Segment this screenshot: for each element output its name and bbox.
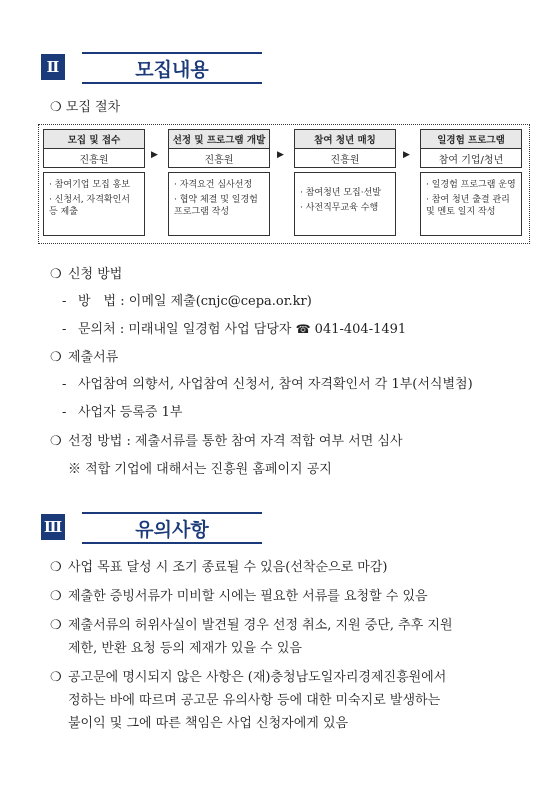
bullet-icon: ❍ [50,670,62,685]
dash-mark: - [62,322,67,337]
step-item: · 사전직무교육 수행 [300,203,379,213]
selection-note: ※ 적합 기업에 대해서는 진흥원 홈페이지 공지 [68,462,332,477]
contact-value: 미래내일 일경험 사업 담당자 [128,322,292,337]
bullet-icon: ❍ [50,434,62,449]
step-item: · 참여기업 모집 홍보 [49,180,130,190]
apply-method-heading [50,263,122,282]
dash-mark: - [62,405,67,420]
recruit-process-label: ❍ 모집 절차 [50,100,121,115]
section-title: 유의사항 [82,512,262,544]
step-item: · 일경험 프로그램 운영 [426,180,516,190]
section-number: Ⅲ [41,514,65,540]
contact-line: - 문의처 : 미래내일 일경험 사업 담당자 ☎ 041-404-1491 [62,322,407,337]
step-head: 일경험 프로그램 [420,129,522,149]
method-label: 방 법 [78,294,117,309]
step-owner: 참여 기업/청년 [420,149,522,168]
process-step-3 [294,129,396,236]
step-item: · 참여청년 모집·선발 [300,188,381,198]
section-title: 모집내용 [82,52,262,84]
step-body [168,172,270,236]
step-owner: 진흥원 [294,149,396,168]
method-value: 이메일 제출(cnjc@cepa.or.kr) [128,294,312,309]
dash-mark: - [62,294,67,309]
arrow-icon: ▶ [403,150,410,160]
step-body [420,172,522,236]
docs-heading [50,346,118,365]
process-step-1 [43,129,145,236]
docs-item [62,373,473,392]
note-text: 사업 목표 달성 시 조기 종료될 수 있음(선착순으로 마감) [68,560,388,575]
phone-icon: ☎ [295,322,311,336]
process-step-4 [420,129,522,236]
note-text: 제출서류의 허위사실이 발견될 경우 선정 취소, 지원 중단, 추후 지원 [68,618,453,633]
contact-phone: 041-404-1491 [314,322,407,337]
step-item: · 신청서, 자격확인서 등 제출 [49,195,130,217]
bullet-icon: ❍ [50,267,62,282]
selection-text: 선정 방법 : 제출서류를 통한 참여 자격 적합 여부 서면 심사 [68,434,403,449]
section-number: Ⅱ [41,54,65,80]
arrow-icon: ▶ [277,150,284,160]
note-item-cont: 불이익 및 그에 따른 책임은 사업 신청자에게 있음 [68,716,349,731]
dash-mark: - [62,377,67,392]
step-head: 선정 및 프로그램 개발 [168,129,270,149]
bullet-icon: ❍ [50,589,62,604]
process-diagram [38,124,530,244]
arrow-icon: ▶ [151,150,158,160]
step-body [294,172,396,236]
note-item-cont: 제한, 반환 요청 등의 제재가 있을 수 있음 [68,641,302,656]
note-text: 공고문에 명시되지 않은 사항은 (재)충청남도일자리경제진흥원에서 [68,670,447,685]
bullet-icon: ❍ [50,350,62,365]
note-item [50,614,453,633]
docs-item [62,401,182,420]
contact-label: 문의처 [78,322,116,337]
note-item [50,666,446,685]
docs-title: 제출서류 [68,350,119,365]
step-head: 참여 청년 매칭 [294,129,396,149]
apply-method-title: 신청 방법 [68,267,123,282]
docs-text: 사업자 등록증 1부 [78,405,183,420]
note-item-cont: 정하는 바에 따르며 공고문 유의사항 등에 대한 미숙지로 발생하는 [68,693,441,708]
note-text: 제출한 증빙서류가 미비할 시에는 필요한 서류를 요청할 수 있음 [68,589,428,604]
note-item [50,556,387,575]
step-item: · 협약 체결 및 일경험 프로그램 작성 [174,195,258,217]
selection-line [50,430,403,449]
step-body [43,172,145,236]
process-step-2 [168,129,270,236]
note-item [50,585,428,604]
step-head: 모집 및 접수 [43,129,145,149]
step-owner: 진흥원 [43,149,145,168]
step-owner: 진흥원 [168,149,270,168]
bullet-icon: ❍ [50,560,62,575]
step-item: · 참여 청년 출결 관리 및 멘토 일지 작성 [426,195,510,217]
docs-text: 사업참여 의향서, 사업참여 신청서, 참여 자격확인서 각 1부(서식별첨) [78,377,473,392]
step-item: · 자격요건 심사선정 [174,180,253,190]
bullet-icon: ❍ [50,618,62,633]
method-line: - 방 법 : 이메일 제출(cnjc@cepa.or.kr) [62,294,312,309]
